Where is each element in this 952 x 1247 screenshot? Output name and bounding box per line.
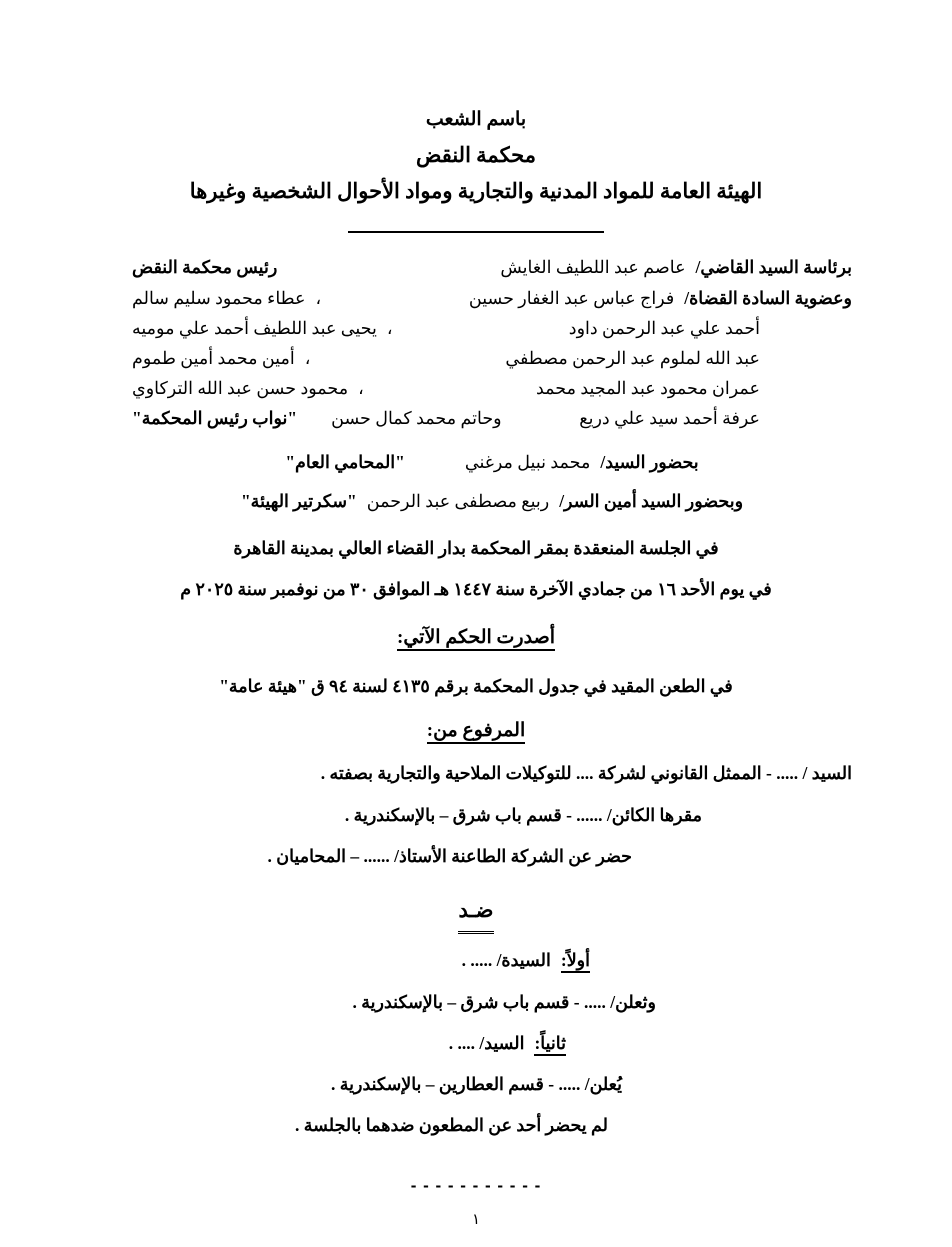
member-name: فراج عباس عبد الغفار حسين bbox=[468, 287, 675, 308]
respondent-second-row bbox=[110, 1023, 852, 1064]
president-label: برئاسة السيد القاضي/ bbox=[695, 257, 852, 278]
members-label-entry bbox=[469, 283, 852, 313]
panel-member-row bbox=[132, 403, 852, 433]
member-name-primary bbox=[536, 373, 760, 403]
respondent-second-address: يُعلن/ ..... - قسم العطارين – بالإسكندرية . bbox=[330, 1073, 622, 1094]
member-name: أحمد علي عبد الرحمن داود bbox=[568, 317, 760, 338]
verdict-heading-text: أصدرت الحكم الآتي: bbox=[397, 627, 555, 651]
secretary-attendance-row bbox=[132, 482, 852, 521]
panel-member-row bbox=[132, 343, 852, 373]
member-name: عمران محمود عبد المجيد محمد bbox=[535, 377, 760, 398]
respondents-section bbox=[0, 940, 952, 1146]
session-section bbox=[0, 528, 952, 610]
respondent-second-ordinal: ثانياً: bbox=[534, 1033, 566, 1056]
member-name: عبد الله لملوم عبد الرحمن مصطفي bbox=[505, 347, 760, 368]
verdict-heading bbox=[0, 620, 952, 656]
president-name: عاصم عبد اللطيف الغايش bbox=[500, 257, 686, 278]
appellant-counsel: حضر عن الشركة الطاعنة الأستاذ/ ...... – المحاميان . bbox=[267, 845, 632, 866]
case-registration-line bbox=[0, 670, 952, 703]
filed-by-heading-text: المرفوع من: bbox=[427, 720, 526, 744]
respondent-first-address: وثعلن/ ..... - قسم باب شرق – بالإسكندرية . bbox=[352, 991, 656, 1012]
header-divider bbox=[0, 222, 952, 240]
president-entry bbox=[500, 252, 852, 282]
respondent-second-name: السيد/ .... . bbox=[448, 1032, 525, 1053]
judicial-panel bbox=[0, 252, 952, 433]
attendance-section bbox=[0, 443, 952, 522]
member-name: يحيى عبد اللطيف أحمد علي موميه bbox=[132, 317, 377, 338]
document-header bbox=[0, 0, 952, 206]
session-venue: في الجلسة المنعقدة بمقر المحكمة بدار القضاء العالي بمدينة القاهرة bbox=[233, 537, 719, 558]
prosecutor-title: "المحامي العام" bbox=[285, 451, 405, 472]
versus-text: ضـد bbox=[458, 893, 493, 935]
in-name-of-people-title: باسم الشعب bbox=[425, 109, 527, 130]
member-name-primary bbox=[505, 343, 760, 373]
respondent-first-name: السيدة/ ..... . bbox=[461, 950, 551, 971]
member-name-primary bbox=[579, 403, 760, 433]
member-name-secondary bbox=[132, 373, 364, 403]
member-name: عرفة أحمد سيد علي دريع bbox=[579, 407, 760, 428]
panel-member-row bbox=[132, 373, 852, 403]
case-registration-text: في الطعن المقيد في جدول المحكمة برقم ٤١٣٥ لسنة ٩٤ ق "هيئة عامة" bbox=[219, 676, 733, 697]
page-number: ١ bbox=[471, 1212, 481, 1229]
member-name-secondary bbox=[132, 343, 310, 373]
court-name-title: محكمة النقض bbox=[416, 142, 536, 167]
member-separator: ، bbox=[304, 347, 311, 368]
versus-separator bbox=[0, 893, 952, 935]
respondent-first-ordinal: أولاً: bbox=[561, 950, 590, 973]
secretary-label: وبحضور السيد أمين السر/ bbox=[559, 491, 744, 512]
session-date: في يوم الأحد ١٦ من جمادي الآخرة سنة ١٤٤٧ هـ الموافق ٣٠ من نوفمبر سنة ٢٠٢٥ م bbox=[180, 578, 772, 599]
member-name-secondary bbox=[132, 403, 502, 433]
president-role: رئيس محكمة النقض bbox=[132, 257, 278, 278]
member-name: محمود حسن عبد الله التركاوي bbox=[132, 377, 349, 398]
secretary-name: ربيع مصطفى عبد الرحمن bbox=[366, 491, 550, 512]
chamber-title: الهيئة العامة للمواد المدنية والتجارية ومواد الأحوال الشخصية وغيرها bbox=[189, 178, 763, 203]
member-separator: ، bbox=[315, 287, 322, 308]
prosecutor-name: محمد نبيل مرغني bbox=[464, 451, 591, 472]
member-name-primary bbox=[569, 313, 760, 343]
panel-president-row bbox=[132, 252, 852, 282]
secretary-title: "سكرتير الهيئة" bbox=[240, 491, 357, 512]
appellant-identity: السيد / ..... - الممثل القانوني لشركة .... للتوكيلات الملاحية والتجارية بصفته . bbox=[320, 763, 852, 784]
member-name-secondary bbox=[132, 313, 392, 343]
member-separator: ، bbox=[358, 377, 364, 398]
member-name: وحاتم محمد كمال حسن bbox=[331, 407, 502, 428]
panel-member-row bbox=[132, 283, 852, 313]
respondents-absence-note: لم يحضر أحد عن المطعون ضدهما بالجلسة . bbox=[295, 1114, 608, 1135]
prosecutor-label: بحضور السيد/ bbox=[600, 451, 699, 472]
appellant-section bbox=[0, 753, 952, 876]
member-separator: ، bbox=[386, 317, 393, 338]
member-name-secondary bbox=[132, 283, 321, 313]
appellant-address: مقرها الكائن/ ...... - قسم باب شرق – بالإسكندرية . bbox=[344, 804, 702, 825]
members-label: وعضوية السادة القضاة/ bbox=[684, 287, 852, 308]
member-name: عطاء محمود سليم سالم bbox=[132, 287, 306, 308]
member-name: أمين محمد أمين طموم bbox=[132, 347, 295, 368]
prosecutor-attendance-row bbox=[132, 443, 852, 482]
panel-member-row bbox=[132, 313, 852, 343]
respondent-first-row bbox=[110, 940, 852, 981]
footer-separator: - - - - - - - - - - - bbox=[410, 1176, 542, 1196]
horizontal-rule bbox=[348, 231, 604, 233]
members-role-label: "نواب رئيس المحكمة" bbox=[132, 407, 298, 428]
filed-by-heading bbox=[0, 713, 952, 749]
